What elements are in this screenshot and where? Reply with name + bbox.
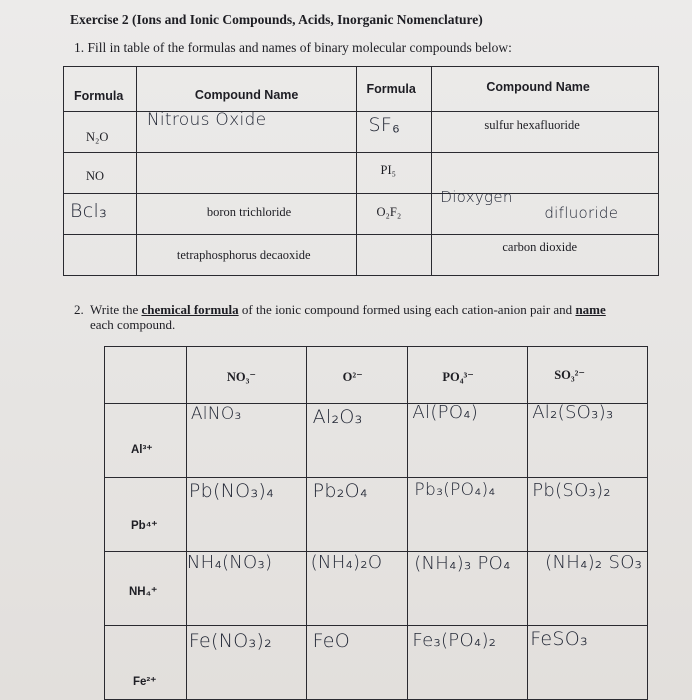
anion-label: O²⁻ [342,370,363,384]
handwritten-answer: (NH₄)₂O [310,552,383,573]
table-row [64,112,659,153]
anion-label: PO₄³⁻ [442,370,474,384]
compound-name-cell: sulfur hexafluoride [484,118,580,132]
formula-cell: N₂O [86,130,109,144]
column-header-compound-name: Compound Name [486,80,590,94]
cation-label: NH₄⁺ [129,586,158,598]
handwritten-answer: FeO [312,630,351,652]
handwritten-answer: difluoride [544,204,619,222]
question-1-prompt: 1. Fill in table of the formulas and names of binary molecular compounds below: [74,40,512,55]
column-header-formula: Formula [74,89,124,103]
handwritten-answer: Bcl₃ [70,200,107,222]
binary-compounds-table [63,66,659,276]
table-row [105,404,648,478]
compound-name-cell: boron trichloride [206,205,292,219]
cation-label: Pb⁴⁺ [131,520,158,532]
handwritten-answer: Pb(SO₃)₂ [532,480,611,501]
table-row [105,552,648,626]
formula-cell: NO [86,169,105,183]
handwritten-answer: Dioxygen [440,188,513,206]
handwritten-answer: Al₂O₃ [312,406,363,428]
anion-label: NO₃⁻ [226,370,256,384]
handwritten-answer: Al(PO₄) [412,402,479,423]
handwritten-answer: NH₄(NO₃) [186,552,273,573]
handwritten-answer: Pb(NO₃)₄ [188,480,274,502]
anion-label: SO₃²⁻ [554,368,585,382]
compound-name-cell: tetraphosphorus decaoxide [176,248,311,262]
cation-label: Al³⁺ [131,444,153,456]
handwritten-answer: Pb₂O₄ [312,480,368,502]
handwritten-answer: Pb₃(PO₄)₄ [414,480,496,500]
table-row [105,626,648,700]
handwritten-answer: Fe₃(PO₄)₂ [412,630,497,651]
page-title: Exercise 2 (Ions and Ionic Compounds, Acids, Inorganic Nomenclature) [70,12,483,27]
table-row [64,235,659,276]
table-row [64,194,659,235]
handwritten-answer: SF₆ [368,114,401,136]
table-row [105,478,648,552]
handwritten-answer: AlNO₃ [190,404,242,424]
handwritten-answer: Al₂(SO₃)₃ [532,402,614,423]
handwritten-answer: (NH₄)₂ SO₃ [545,552,643,573]
handwritten-answer: Fe(NO₃)₂ [188,630,273,652]
question-2-prompt: 2. Write the chemical formula of the ionic compound formed using each cation-anion pair and name each compound. [74,302,606,332]
anion-header-row [105,347,648,404]
handwritten-answer: (NH₄)₃ PO₄ [414,553,511,574]
handwritten-answer: FeSO₃ [530,628,588,650]
formula-cell: PI₅ [380,163,396,177]
formula-cell: O₂F₂ [376,205,402,219]
table-header-row [64,67,659,112]
handwritten-answer: Nitrous Oxide [146,110,267,130]
column-header-formula: Formula [366,82,416,96]
ionic-compounds-table [104,346,648,700]
column-header-compound-name: Compound Name [194,88,299,102]
cation-label: Fe²⁺ [133,676,157,688]
compound-name-cell: carbon dioxide [502,240,577,254]
table-row [64,153,659,194]
